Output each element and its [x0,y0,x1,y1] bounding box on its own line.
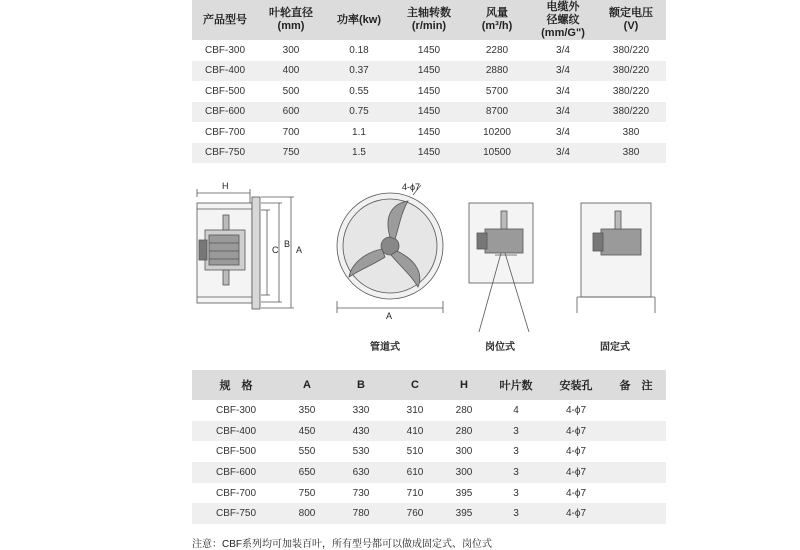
dimensions-cell: 280 [442,421,486,442]
header-text: 额定电压 [609,7,653,19]
dim-label-a-front: A [386,311,393,321]
dimensions-cell: 280 [455,404,473,416]
dimensions-cell: 300 [455,446,473,458]
dimensions-header-cell: B [334,370,388,400]
dimensions-header-cell: H [442,370,486,400]
dimensions-cell: 760 [388,503,442,524]
performance-cell: 600 [258,102,324,123]
header-text: (m³/h) [481,20,513,32]
dimensions-cell: CBF-300 [215,404,256,416]
performance-cell: 1450 [417,85,441,97]
performance-header-cell [258,0,324,40]
performance-cell: 3/4 [530,102,596,123]
performance-cell: 380/220 [596,61,666,82]
performance-cell: 3/4 [556,44,570,56]
performance-cell: 3/4 [556,126,570,138]
dimensions-cell: CBF-500 [215,446,256,458]
performance-cell: 500 [282,85,300,97]
dimensions-cell: 650 [280,462,334,483]
dim-label-c: C [272,245,279,255]
performance-cell: 1450 [417,126,441,138]
dimensions-cell: CBF-750 [192,503,280,524]
caption-fixed-type: 固定式 [600,342,630,353]
dimensions-cell: 410 [388,421,442,442]
header-text: 功率(kw) [337,13,381,26]
stand-type-drawing [465,197,545,337]
performance-cell: CBF-500 [204,85,245,97]
dimensions-cell: 3 [486,421,546,442]
performance-cell: 300 [282,44,300,56]
performance-header-cell [192,0,258,40]
performance-cell: 3/4 [530,61,596,82]
dimensions-row [192,441,666,462]
dimensions-cell: 730 [352,487,370,499]
dimensions-table-header [192,370,666,400]
performance-cell: CBF-700 [204,126,245,138]
dimension-drawings [0,175,800,355]
dimensions-cell: 4 [513,404,519,416]
dimensions-cell: 3 [513,446,519,458]
dimensions-row [192,503,666,524]
performance-cell: CBF-600 [192,102,258,123]
dimensions-cell: 330 [352,404,370,416]
performance-header-cell [394,0,464,40]
dim-label-h: H [222,181,229,191]
performance-table [192,0,666,163]
footnote: 注意：CBF系列均可加装百叶，所有型号都可以做成固定式、岗位式 [192,539,492,550]
dimensions-cell: 4-ϕ7 [546,421,606,442]
dimensions-cell: 310 [406,404,424,416]
dimensions-cell: 510 [406,446,424,458]
header-text: (mm) [277,20,305,32]
dimensions-row [192,400,666,421]
performance-cell: 1450 [417,44,441,56]
dimensions-cell: 630 [334,462,388,483]
performance-header-cell [596,0,666,40]
performance-cell: 0.75 [324,102,394,123]
dimensions-cell: 4-ϕ7 [546,462,606,483]
dimensions-row [192,462,666,483]
dimensions-cell: 430 [334,421,388,442]
performance-cell: 750 [258,143,324,164]
dim-label-a-side: A [296,245,303,255]
mounting-hole-label: 4-ϕ7 [402,182,421,192]
performance-cell: 380/220 [596,102,666,123]
performance-cell: 700 [282,126,300,138]
performance-table-header [192,0,666,40]
performance-cell: 380 [596,143,666,164]
dimensions-cell [606,400,666,421]
performance-row [192,81,666,102]
dimensions-cell: 550 [298,446,316,458]
performance-cell: 8700 [464,102,530,123]
performance-cell: 400 [258,61,324,82]
performance-cell: CBF-750 [192,143,258,164]
performance-cell: 2880 [464,61,530,82]
dimensions-cell: CBF-700 [215,487,256,499]
performance-row [192,61,666,82]
performance-cell: CBF-400 [192,61,258,82]
dimensions-cell: 4-ϕ7 [565,446,587,458]
performance-cell: 0.18 [349,44,369,56]
dimensions-cell: CBF-600 [192,462,280,483]
dimensions-cell: 3 [486,503,546,524]
dimensions-cell: 3 [486,462,546,483]
performance-cell: 1450 [394,61,464,82]
dimensions-header-cell: A [280,370,334,400]
dimensions-cell: 750 [298,487,316,499]
performance-cell: 10500 [464,143,530,164]
performance-cell: 1.1 [352,126,366,138]
dimensions-header-cell: 叶片数 [486,370,546,400]
dimensions-cell [606,421,666,442]
header-text: 叶轮直径 [269,7,313,19]
dimensions-header-cell: 安装孔 [546,370,606,400]
caption-duct-type: 管道式 [370,342,400,353]
performance-row [192,40,666,61]
performance-row [192,143,666,164]
header-text: 风量 [486,7,508,19]
performance-cell: 2280 [485,44,509,56]
performance-header-cell [464,0,530,40]
dimensions-cell: 450 [280,421,334,442]
dimensions-header-cell: 规 格 [192,370,280,400]
performance-cell: 1450 [394,102,464,123]
performance-cell: 3/4 [556,85,570,97]
dimensions-cell: 300 [442,462,486,483]
performance-row [192,122,666,143]
performance-row [192,102,666,123]
header-text: (mm/G") [541,26,585,39]
dimensions-cell [606,483,666,504]
dimensions-cell: CBF-400 [192,421,280,442]
performance-cell: 1450 [394,143,464,164]
header-text: 电缆外 [546,0,580,13]
dimensions-cell [606,462,666,483]
dimensions-cell [606,503,666,524]
dimensions-header-cell: C [388,370,442,400]
dimensions-row [192,483,666,504]
performance-cell: 5700 [485,85,509,97]
fixed-type-drawing [575,197,660,317]
dimensions-cell: 4-ϕ7 [565,404,587,416]
performance-cell: 0.37 [324,61,394,82]
dimensions-cell: 350 [298,404,316,416]
dimensions-cell: 395 [455,487,473,499]
performance-header-cell [324,0,394,40]
header-text: 径螺纹 [546,13,580,26]
performance-header-cell [530,0,596,40]
dimensions-cell: 530 [352,446,370,458]
dimensions-cell: 3 [513,487,519,499]
dimensions-table [192,370,666,524]
dimensions-cell: 800 [280,503,334,524]
dimensions-cell: 610 [388,462,442,483]
performance-cell: 10200 [483,126,511,138]
performance-cell: CBF-300 [204,44,245,56]
performance-cell: 380/220 [612,85,650,97]
performance-cell: 0.55 [349,85,369,97]
dimensions-cell: 4-ϕ7 [546,503,606,524]
dimensions-cell: 395 [442,503,486,524]
performance-cell: 380/220 [612,44,650,56]
dimensions-cell: 4-ϕ7 [565,487,587,499]
side-view-drawing [185,175,315,310]
header-text: 主轴转数 [407,7,451,19]
dimensions-header-cell: 备 注 [606,370,666,400]
dim-label-b: B [284,239,291,249]
dimensions-cell: 710 [406,487,424,499]
header-text: 产品型号 [203,13,247,26]
caption-stand-type: 岗位式 [485,342,515,353]
performance-cell: 380 [622,126,640,138]
performance-cell: 1.5 [324,143,394,164]
dimensions-row [192,421,666,442]
performance-cell: 3/4 [530,143,596,164]
dimensions-cell [606,441,666,462]
dimensions-cell: 780 [334,503,388,524]
front-view-drawing [333,183,448,318]
header-text: (r/min) [411,20,447,32]
header-text: (V) [623,20,639,32]
